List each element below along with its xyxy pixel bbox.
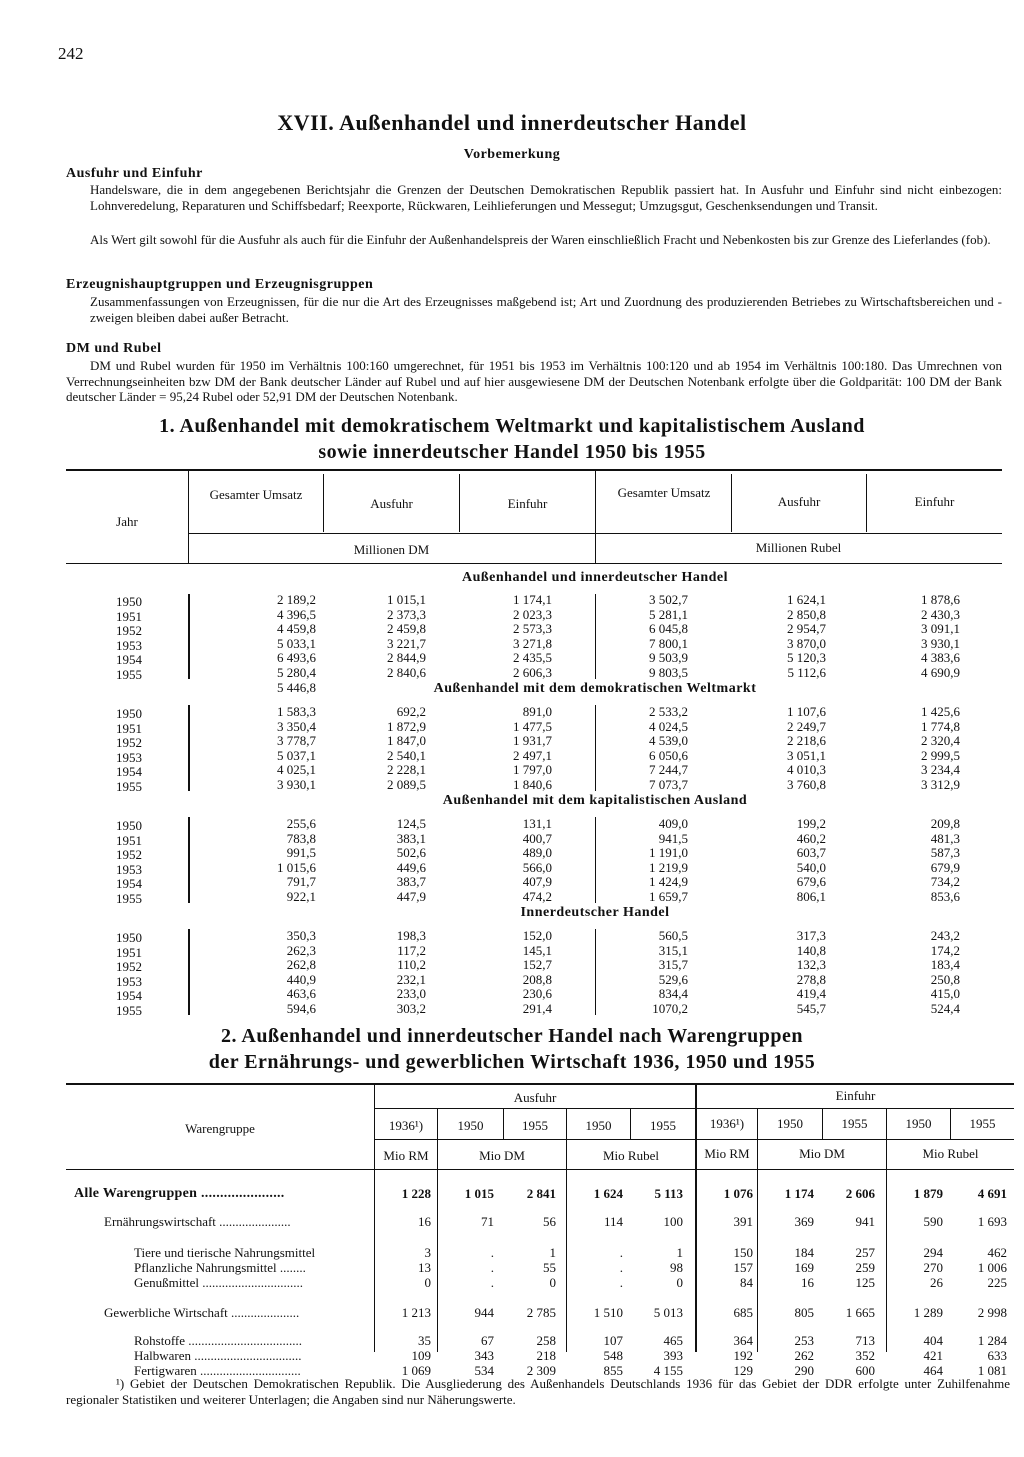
table2-cell: 55 — [543, 1260, 556, 1275]
table2-year: 1955 — [522, 1118, 548, 1133]
table2-unit: Mio Rubel — [603, 1148, 659, 1163]
table2-cell: 270 — [923, 1260, 943, 1275]
table2-cell: 0 — [549, 1275, 556, 1290]
table2-cell: 192 — [733, 1348, 753, 1363]
table1-col-ausfuhr-rubel: 317,3 140,8 132,3 278,8 419,4 545,7 — [796, 928, 826, 1016]
table2-cell: 16 — [801, 1275, 814, 1290]
table2-cell: 3 — [424, 1245, 431, 1260]
table2-cell: 600 — [855, 1363, 875, 1378]
table2-cell: 1 665 — [845, 1305, 875, 1320]
section-heading-ausfuhr-einfuhr: Ausfuhr und Einfuhr — [66, 166, 203, 181]
table2-cell: 352 — [855, 1348, 875, 1363]
table2-cell: 259 — [855, 1260, 875, 1275]
table2-cell: 35 — [418, 1333, 431, 1348]
table2-cell: . — [490, 1275, 494, 1290]
table2-cell: 2 841 — [526, 1186, 556, 1201]
table2-cell: 13 — [418, 1260, 431, 1275]
table2-cell: 16 — [418, 1214, 431, 1229]
table2-cell: 150 — [733, 1245, 753, 1260]
page-number: 242 — [58, 44, 84, 63]
table2-col-group: Warengruppe — [185, 1121, 255, 1136]
table2-cell: 421 — [923, 1348, 943, 1363]
table2-cell: . — [619, 1260, 623, 1275]
table2-cell: 5 113 — [654, 1186, 683, 1201]
table2-year: 1950 — [777, 1116, 803, 1131]
chapter-title: XVII. Außenhandel und innerdeutscher Handel — [277, 110, 747, 135]
paragraph-wert: Als Wert gilt sowohl für die Ausfuhr als auch für die Einfuhr der Außenhandelspreis der Waren einschließlich Fracht und Nebenkosten bis zur Grenze des Lieferlandes (fob). — [90, 232, 991, 247]
table2-cell: 1 228 — [401, 1186, 431, 1201]
table2-unit: Mio DM — [799, 1146, 845, 1161]
table1-col-einfuhr-dm: 891,0 1 477,5 1 931,7 2 497,1 1 797,0 1 840,6 — [513, 704, 552, 792]
table2-cell: 805 — [794, 1305, 814, 1320]
table1-col-head: Ausfuhr — [370, 496, 413, 511]
table2-cell: 633 — [987, 1348, 1007, 1363]
table2-cell: . — [619, 1275, 623, 1290]
table1-col-ausfuhr-dm: 124,5 383,1 502,6 449,6 383,7 447,9 — [396, 816, 426, 904]
table2-year: 1936¹) — [709, 1116, 745, 1131]
table2-row-label: Gewerbliche Wirtschaft ..................... — [104, 1305, 300, 1320]
table2-cell: 262 — [794, 1348, 814, 1363]
table2-cell: 114 — [603, 1214, 623, 1229]
table2-year: 1950 — [585, 1118, 612, 1133]
table2-cell: 218 — [536, 1348, 556, 1363]
table1-group-title: Außenhandel mit dem demokratischen Weltmarkt — [433, 681, 757, 696]
table2-cell: 1 069 — [401, 1363, 431, 1378]
table1-body-vline — [188, 594, 190, 679]
table1-col-head: Einfuhr — [507, 496, 548, 511]
table2-cell: 1 076 — [723, 1186, 753, 1201]
table1-body-vline — [188, 817, 190, 903]
table2-einfuhr: Einfuhr — [835, 1088, 876, 1103]
table2-cell: 98 — [670, 1260, 683, 1275]
table2-cell: 2 785 — [526, 1305, 556, 1320]
table2-cell: 534 — [474, 1363, 494, 1378]
preface-heading: Vorbemerkung — [463, 147, 561, 162]
table2-cell: 184 — [794, 1245, 814, 1260]
table2-year: 1950 — [905, 1116, 932, 1131]
table2-cell: 1 693 — [977, 1214, 1007, 1229]
table2-cell: 462 — [987, 1245, 1007, 1260]
table2-row-label: Genußmittel ............................... — [134, 1275, 303, 1290]
paragraph-erzeugnisse: Zusammenfassungen von Erzeugnissen, für die nur die Art des Erzeugnisses maßgebend ist; Art und Zuordnung des produzierenden Betriebes zu Wirtschaftsbereichen und -zweigen bleiben dabei außer Betracht. — [90, 294, 1002, 325]
table1-years: 1950 1951 1952 1953 1954 1955 — [116, 594, 142, 682]
table2-cell: 225 — [987, 1275, 1007, 1290]
table2-cell: 0 — [424, 1275, 431, 1290]
table1-body-vline — [188, 929, 190, 1015]
paragraph-handelsware: Handelsware, die in dem angegebenen Berichtsjahr die Grenzen der Deutschen Demokratischen Republik passiert hat. In Ausfuhr und Einfuhr sind nicht einbezogen: Lohnveredelung, Reparaturen und Schiffsbedarf; Reexporte, Rückwaren, Leihlieferungen und Messegut; Umzugsgut, Geschenksendungen und Transit. — [90, 182, 1002, 213]
section-heading-dm-rubel: DM und Rubel — [66, 341, 162, 356]
table1-col-ausfuhr-dm: 692,2 1 872,9 1 847,0 2 540,1 2 228,1 2 089,5 — [387, 704, 426, 792]
table2-cell: 855 — [603, 1363, 623, 1378]
table2-header-rule — [66, 1169, 1014, 1170]
table2-cell: 56 — [543, 1214, 556, 1229]
table2-year: 1950 — [457, 1118, 484, 1133]
table2-cell: 1 081 — [977, 1363, 1007, 1378]
table2-cell: 253 — [794, 1333, 814, 1348]
table1-body-vline — [188, 705, 190, 791]
table2-unit: Mio DM — [479, 1148, 525, 1163]
table2-row-label-alle: Alle Warengruppen ...................... — [74, 1186, 285, 1201]
table2-cell: 290 — [794, 1363, 814, 1378]
table2-cell: 1 015 — [464, 1186, 494, 1201]
table2-cell: 169 — [794, 1260, 814, 1275]
table2-cell: 464 — [923, 1363, 943, 1378]
table2-unit: Mio RM — [704, 1146, 750, 1161]
table1-col-einfuhr-rubel: 1 425,6 1 774,8 2 320,4 2 999,5 3 234,4 3 312,9 — [921, 704, 960, 792]
table2-row-label: Fertigwaren ............................... — [134, 1363, 301, 1378]
table2-cell: 67 — [481, 1333, 494, 1348]
section-heading-erzeugnisgruppen: Erzeugnishauptgruppen und Erzeugnisgruppen — [66, 277, 374, 292]
table1-col-gesamt-rubel: 3 502,7 5 281,1 6 045,8 7 800,1 9 503,9 9 803,5 — [649, 592, 688, 680]
table1-title-line1: 1. Außenhandel mit demokratischem Weltmarkt und kapitalistischem Ausland — [159, 415, 865, 437]
table2-year: 1936¹) — [388, 1118, 424, 1133]
table2-unit: Mio RM — [383, 1148, 429, 1163]
table2-year: 1955 — [650, 1118, 676, 1133]
table2-top-rule — [66, 1083, 1014, 1085]
table2-row-label: Halbwaren ................................. — [134, 1348, 302, 1363]
table2-cell: 393 — [663, 1348, 683, 1363]
table1-col-gesamt-rubel: 2 533,2 4 024,5 4 539,0 6 050,6 7 244,7 7 073,7 — [649, 704, 688, 792]
table1-col-einfuhr-dm: 131,1 400,7 489,0 566,0 407,9 474,2 — [522, 816, 552, 904]
table1-col-einfuhr-rubel: 1 878,6 2 430,3 3 091,1 3 930,1 4 383,6 4 690,9 — [921, 592, 960, 680]
table2-cell: 26 — [930, 1275, 943, 1290]
table2-cell: 1 213 — [401, 1305, 431, 1320]
table1-col-ausfuhr-rubel: 1 107,6 2 249,7 2 218,6 3 051,1 4 010,3 3 760,8 — [787, 704, 826, 792]
table1-col-gesamt-dm: 350,3 262,3 262,8 440,9 463,6 594,6 — [286, 928, 316, 1016]
table1-col-einfuhr-rubel: 209,8 481,3 587,3 679,9 734,2 853,6 — [930, 816, 960, 904]
table1-title-line2: sowie innerdeutscher Handel 1950 bis 1955 — [318, 441, 706, 463]
table2-cell: 1 — [549, 1245, 556, 1260]
table2-cell: 1 879 — [913, 1186, 943, 1201]
table2-cell: 391 — [733, 1214, 753, 1229]
table1-col-einfuhr-dm: 1 174,1 2 023,3 2 573,3 3 271,8 2 435,5 2 606,3 — [513, 592, 552, 680]
table2-cell: 2 998 — [977, 1305, 1007, 1320]
table2-cell: 369 — [794, 1214, 814, 1229]
table2-cell: 590 — [923, 1214, 943, 1229]
table2-cell: 548 — [603, 1348, 623, 1363]
table2-cell: 0 — [676, 1275, 683, 1290]
table2-cell: 465 — [663, 1333, 683, 1348]
table2-year-rule — [374, 1139, 1014, 1140]
table2-cell: 404 — [923, 1333, 943, 1348]
table1-years: 1950 1951 1952 1953 1954 1955 — [116, 930, 142, 1018]
table2-title-line1: 2. Außenhandel und innerdeutscher Handel nach Warengruppen — [221, 1025, 803, 1047]
table1-unit-dm: Millionen DM — [353, 542, 430, 557]
footnote: ¹) Gebiet der Deutschen Demokratischen Republik. Die Ausgliederung des Außenhandels Deutschlands 1936 für das Gebiet der DDR erfolgte unter Zuhilfenahme regionaler Statistiken und weiterer Unterlagen; die Angaben sind nur Näherungswerte. — [66, 1376, 1010, 1407]
table2-cell: 364 — [733, 1333, 753, 1348]
table1-col-head: Ausfuhr — [777, 494, 821, 509]
paragraph-dm-rubel: DM und Rubel wurden für 1950 im Verhältnis 100:160 umgerechnet, für 1951 bis 1953 im Verhältnis 100:120 und ab 1954 im Verhältnis 100:180. Das Umrechnen von Verrechnungseinheiten bzw DM der Bank deutscher Länder auf Rubel und auf hier ausgewiesene DM der Deutschen Notenbank erfolgte über die Goldparität: 100 DM der Bank deutscher Länder = 95,24 Rubel oder 52,91 DM der Deutschen Notenbank. — [66, 358, 1002, 405]
table2-cell: 100 — [663, 1214, 683, 1229]
table2-unit: Mio Rubel — [922, 1146, 979, 1161]
table1-years: 1950 1951 1952 1953 1954 1955 — [116, 818, 142, 906]
table1-col-head: Einfuhr — [914, 494, 955, 509]
table1-col-gesamt-dm: 255,6 783,8 991,5 1 015,6 791,7 922,1 — [277, 816, 316, 904]
table1-group-title: Außenhandel mit dem kapitalistischen Ausland — [442, 793, 748, 808]
table1-years: 1950 1951 1952 1953 1954 1955 — [116, 706, 142, 794]
table2-cell: . — [490, 1260, 494, 1275]
table2-cell: 294 — [923, 1245, 943, 1260]
table1-col-ausfuhr-dm: 1 015,1 2 373,3 2 459,8 3 221,7 2 844,9 2 840,6 — [387, 592, 426, 680]
table2-cell: 685 — [733, 1305, 753, 1320]
table2-cell: 1 — [676, 1245, 683, 1260]
table2-row-label: Tiere und tierische Nahrungsmittel — [134, 1245, 316, 1260]
table1-header-rule — [66, 563, 1002, 564]
table2-cell: 713 — [855, 1333, 875, 1348]
table1-col-gesamt-rubel: 560,5 315,1 315,7 529,6 834,4 1070,2 — [652, 928, 688, 1016]
table2-cell: 257 — [855, 1245, 875, 1260]
table2-cell: 71 — [481, 1214, 494, 1229]
table2-cell: 129 — [733, 1363, 753, 1378]
table2-cell: 4 155 — [653, 1363, 683, 1378]
table1-col-ausfuhr-rubel: 199,2 460,2 603,7 540,0 679,6 806,1 — [796, 816, 826, 904]
table2-cell: 941 — [855, 1214, 875, 1229]
table1-col-gesamt-dm: 1 583,3 3 350,4 3 778,7 5 037,1 4 025,1 3 930,1 — [277, 704, 316, 792]
table1-top-rule — [66, 469, 1002, 471]
table1-col-einfuhr-dm: 152,0 145,1 152,7 208,8 230,6 291,4 — [522, 928, 552, 1016]
table1-group-title: Außenhandel und innerdeutscher Handel — [461, 570, 729, 585]
table2-subhead-rule — [374, 1108, 1014, 1109]
table2-title-line2: der Ernährungs- und gewerblichen Wirtschaft 1936, 1950 und 1955 — [208, 1051, 816, 1073]
table1-col-year: Jahr — [116, 514, 138, 529]
table2-cell: 107 — [603, 1333, 623, 1348]
table1-col-ausfuhr-dm: 198,3 117,2 110,2 232,1 233,0 303,2 — [396, 928, 426, 1016]
table2-year: 1955 — [841, 1116, 868, 1131]
table2-cell: . — [490, 1245, 494, 1260]
table2-row-label: Pflanzliche Nahrungsmittel ........ — [134, 1260, 306, 1275]
table2-row-label: Rohstoffe ................................... — [134, 1333, 303, 1348]
table2-cell: 2 606 — [845, 1186, 875, 1201]
table2-year: 1955 — [969, 1116, 996, 1131]
table2-cell: 125 — [855, 1275, 875, 1290]
table2-cell: 1 510 — [593, 1305, 623, 1320]
table1-col-ausfuhr-rubel: 1 624,1 2 850,8 2 954,7 3 870,0 5 120,3 5 112,6 — [787, 592, 826, 680]
table2-cell: 109 — [411, 1348, 431, 1363]
table2-cell: 84 — [740, 1275, 753, 1290]
table2-cell: 343 — [474, 1348, 494, 1363]
table1-unit-rubel: Millionen Rubel — [755, 540, 842, 555]
table1-group-title: Innerdeutscher Handel — [520, 905, 670, 920]
table2-cell: 157 — [733, 1260, 753, 1275]
table2-cell: 1 284 — [977, 1333, 1007, 1348]
table2-cell: 1 289 — [913, 1305, 943, 1320]
table2-cell: . — [619, 1245, 623, 1260]
table1-col-gesamt-rubel: 409,0 941,5 1 191,0 1 219,9 1 424,9 1 659,7 — [649, 816, 688, 904]
table2-cell: 944 — [474, 1305, 494, 1320]
table1-col-head: Gesamter Umsatz — [209, 487, 303, 502]
table2-cell: 1 624 — [593, 1186, 623, 1201]
table1-col-head: Gesamter Umsatz — [617, 485, 711, 500]
table2-cell: 1 006 — [977, 1260, 1007, 1275]
table2-cell: 2 309 — [526, 1363, 556, 1378]
table2-cell: 4 691 — [977, 1186, 1007, 1201]
table2-row-label: Ernährungswirtschaft ...................... — [104, 1214, 291, 1229]
table1-col-gesamt-dm: 2 189,2 4 396,5 4 459,8 5 033,1 6 493,6 5 280,4 5 446,8 — [277, 592, 316, 695]
table1-col-einfuhr-rubel: 243,2 174,2 183,4 250,8 415,0 524,4 — [930, 928, 960, 1016]
table2-cell: 1 174 — [784, 1186, 814, 1201]
table2-ausfuhr: Ausfuhr — [513, 1090, 557, 1105]
table2-cell: 5 013 — [653, 1305, 683, 1320]
table2-cell: 258 — [536, 1333, 556, 1348]
